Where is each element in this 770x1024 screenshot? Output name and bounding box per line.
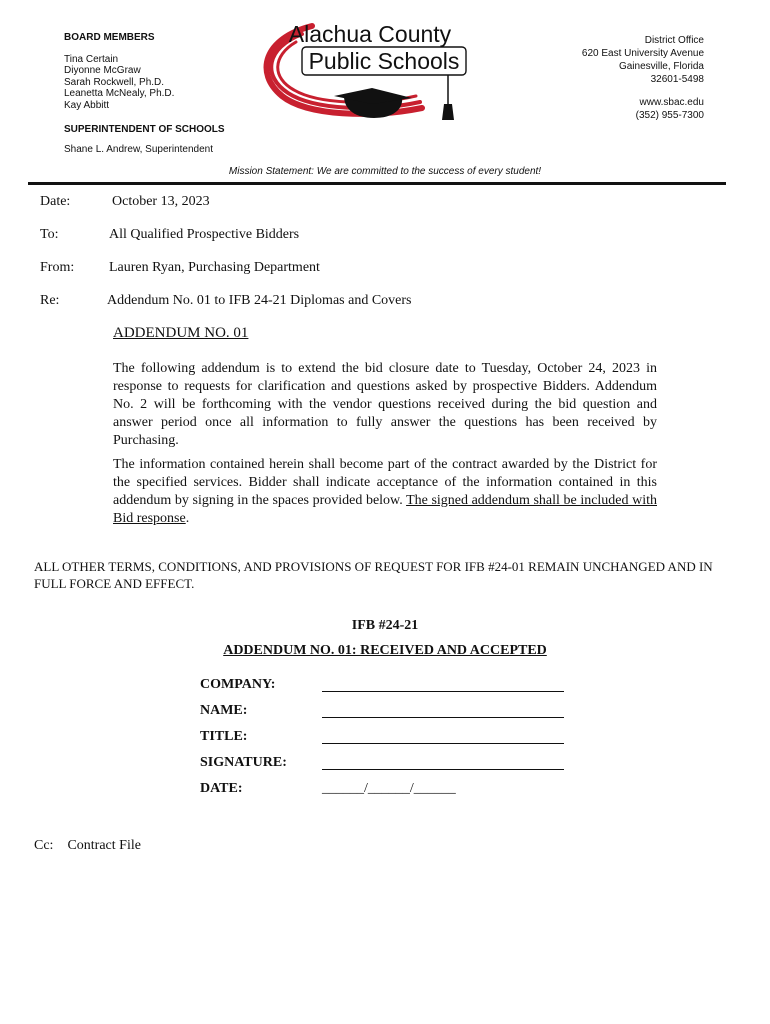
memo-date-label: Date: xyxy=(40,194,71,209)
board-members xyxy=(64,32,174,111)
memo-from-label: From: xyxy=(40,260,75,275)
board-member: Sarah Rockwell, Ph.D. xyxy=(64,76,165,88)
superintendent-name: Shane L. Andrew, Superintendent xyxy=(64,143,214,155)
name-label: NAME: xyxy=(200,703,248,718)
office-zip: 32601-5498 xyxy=(650,74,704,85)
office-name: District Office xyxy=(644,35,704,46)
company-field[interactable] xyxy=(322,691,564,692)
para2-underlined: The signed addendum shall be included with Bid response xyxy=(113,493,657,526)
cc-line xyxy=(34,838,141,854)
office-street: 620 East University Avenue xyxy=(581,48,704,59)
board-member: Diyonne McGraw xyxy=(64,65,141,76)
board-member: Kay Abbitt xyxy=(64,99,110,111)
office-website: www.sbac.edu xyxy=(639,97,704,108)
para2-end: . xyxy=(185,511,190,526)
memo-re-value: Addendum No. 01 to IFB 24-21 Diplomas and Covers xyxy=(107,293,412,308)
board-member: Leanetta McNealy, Ph.D. xyxy=(64,88,175,99)
superintendent-heading: SUPERINTENDENT OF SCHOOLS xyxy=(64,124,225,135)
board-heading: BOARD MEMBERS xyxy=(64,32,155,43)
ifb-number: IFB #24-21 xyxy=(351,618,419,633)
name-field[interactable] xyxy=(322,717,564,718)
memo-date-value: October 13, 2023 xyxy=(112,194,210,209)
all-terms-notice: ALL OTHER TERMS, CONDITIONS, AND PROVISIONS OF REQUEST FOR IFB #24-01 REMAIN UNCHANGED AND IN FULL FORCE AND EFFECT. xyxy=(34,559,713,591)
memo-from-value: Lauren Ryan, Purchasing Department xyxy=(109,260,320,275)
signature-field[interactable] xyxy=(322,769,564,770)
received-accepted-heading: ADDENDUM NO. 01: RECEIVED AND ACCEPTED xyxy=(223,643,547,658)
cc-value: Contract File xyxy=(67,838,141,853)
office-phone: (352) 955-7300 xyxy=(635,110,704,121)
signature-label: SIGNATURE: xyxy=(200,755,287,770)
board-member: Tina Certain xyxy=(64,53,119,65)
company-label: COMPANY: xyxy=(200,677,276,692)
header-divider xyxy=(28,182,726,185)
para2-text: The information contained herein shall become part of the contract awarded by the District for the specified services. Bidder shall indicate acceptance of the information contained in this addendum by signing in the spaces provided below. xyxy=(113,457,657,508)
memo-re-label: Re: xyxy=(40,293,60,308)
date-field[interactable]: ______/______/______ xyxy=(322,781,456,796)
addendum-title: ADDENDUM NO. 01 xyxy=(113,325,249,341)
superintendent-block xyxy=(64,124,225,155)
mission-statement: Mission Statement: We are committed to the success of every student! xyxy=(228,166,542,177)
title-field[interactable] xyxy=(322,743,564,744)
tassel-icon xyxy=(442,104,454,120)
school-district-logo xyxy=(252,18,478,128)
logo-text-line2: Public Schools xyxy=(308,48,460,74)
title-label: TITLE: xyxy=(200,729,248,744)
memo-to-label: To: xyxy=(40,227,59,242)
district-office-block xyxy=(582,34,704,122)
office-city: Gainesville, Florida xyxy=(618,61,704,72)
memo-to-value: All Qualified Prospective Bidders xyxy=(109,227,300,242)
date-label: DATE: xyxy=(200,781,243,796)
addendum-paragraph-1: The following addendum is to extend the bid closure date to Tuesday, October 24, 2023 in response to requests for clarification and questions asked by prospective Bidders. Addendum No. 2 will be forthcoming with the vendor questions received during the bid question and answer period once all information to fully answer the questions has been received by Purchasing. xyxy=(113,361,657,448)
addendum-paragraph-2 xyxy=(113,456,657,528)
cc-label: Cc: xyxy=(34,838,54,853)
logo-text-line1: Alachua County xyxy=(288,21,452,47)
